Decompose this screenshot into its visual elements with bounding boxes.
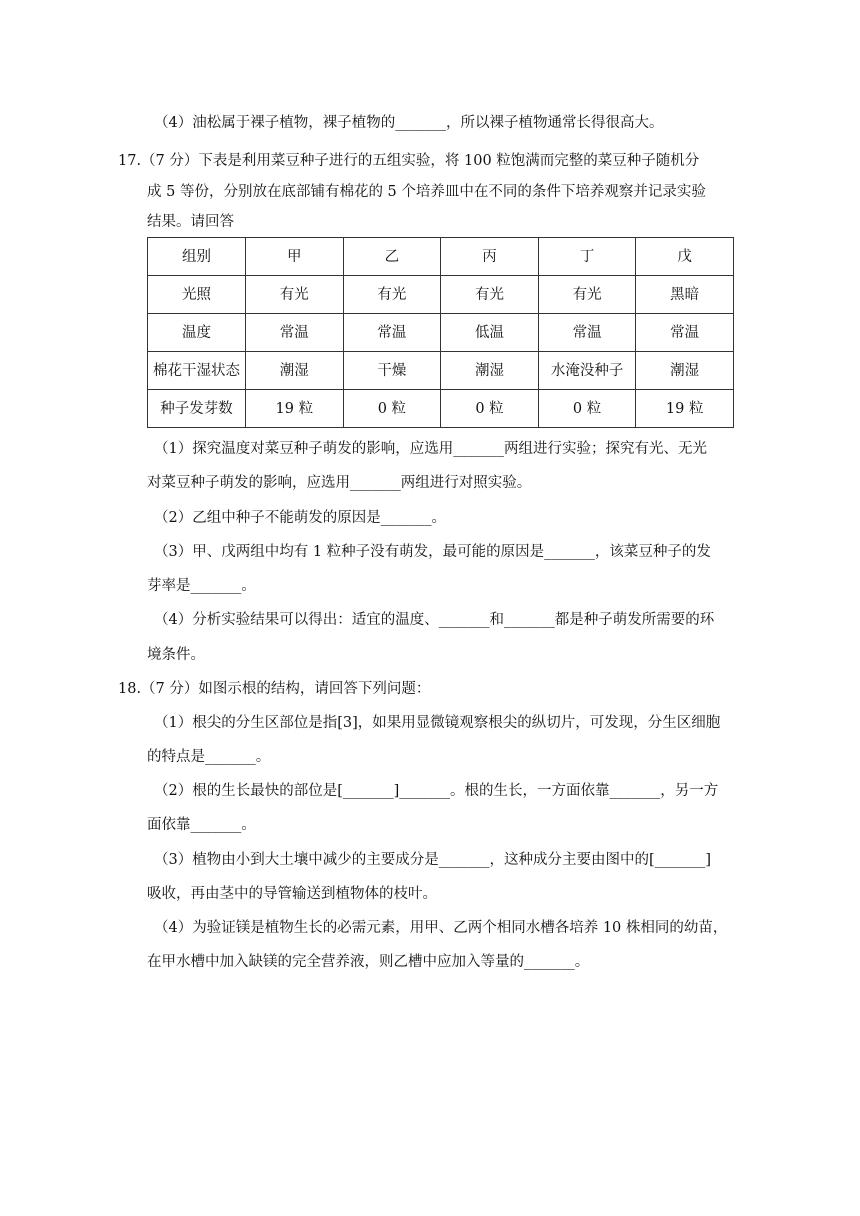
q18-sub-line: 在甲水槽中加入缺镁的完全营养液，则乙槽中应加入等量的_______。 [147,954,590,970]
q18-sub-line: （3）植物由小到大土壤中减少的主要成分是_______，这种成分主要由图中的[_______] [154,852,712,868]
q18-sub-line: （4）为验证镁是植物生长的必需元素，用甲、乙两个相同水槽各培养 10 株相同的幼苗， [154,920,728,936]
table-cell: 光照 [148,276,246,314]
table-row [148,352,734,390]
table-cell: 乙 [343,238,441,276]
table-cell: 种子发芽数 [148,390,246,428]
q17-intro-line-3: 结果。请回答 [147,214,234,230]
q18-intro: 18.（7 分）如图示根的结构，请回答下列问题： [118,681,431,697]
q17-sub-line: （3）甲、戊两组中均有 1 粒种子没有萌发，最可能的原因是_______，该菜豆种子的发 [154,544,711,560]
q18-sub-line: 的特点是_______。 [147,749,271,765]
table-cell: 棉花干湿状态 [148,352,246,390]
table-cell: 0 粒 [538,390,636,428]
q18-sub-line: （1）根尖的分生区部位是指[3]，如果用显微镜观察根尖的纵切片，可发现，分生区细胞 [154,715,721,731]
table-cell: 潮湿 [441,352,539,390]
q18-sub-line: （2）根的生长最快的部位是[_______]_______。根的生长，一方面依靠_______，另一方 [154,783,719,799]
table-cell: 有光 [538,276,636,314]
q17-sub-line: （4）分析实验结果可以得出：适宜的温度、_______和_______都是种子萌发所需要的环 [154,612,715,628]
table-cell: 有光 [246,276,344,314]
q18-sub-line: 面依靠_______。 [147,817,256,833]
q17-sub-line: 芽率是_______。 [147,578,256,594]
table-cell: 有光 [441,276,539,314]
table-cell: 甲 [246,238,344,276]
table-cell: 常温 [636,314,734,352]
table-cell: 有光 [343,276,441,314]
table-cell: 19 粒 [246,390,344,428]
table-cell: 常温 [343,314,441,352]
experiment-table [147,237,734,428]
table-cell: 常温 [246,314,344,352]
q17-sub-line: （1）探究温度对菜豆种子萌发的影响，应选用_______两组进行实验；探究有光、无光 [154,441,707,457]
table-cell: 潮湿 [636,352,734,390]
table-cell: 黑暗 [636,276,734,314]
table-cell: 常温 [538,314,636,352]
q17-sub-line: 境条件。 [147,647,205,663]
q17-intro-line-1: 17.（7 分）下表是利用菜豆种子进行的五组实验，将 100 粒饱满而完整的菜豆种子随机分 [118,153,700,169]
table-cell: 水淹没种子 [538,352,636,390]
table-cell: 组别 [148,238,246,276]
table-cell: 0 粒 [441,390,539,428]
table-row [148,314,734,352]
q17-sub-line: （2）乙组中种子不能萌发的原因是_______。 [154,510,446,526]
table-cell: 戊 [636,238,734,276]
table-cell: 丁 [538,238,636,276]
table-cell: 丙 [441,238,539,276]
table-row [148,276,734,314]
table-cell: 低温 [441,314,539,352]
table-cell: 19 粒 [636,390,734,428]
table-cell: 温度 [148,314,246,352]
q17-intro-line-2: 成 5 等份，分别放在底部铺有棉花的 5 个培养皿中在不同的条件下培养观察并记录实验 [147,184,706,200]
table-cell: 0 粒 [343,390,441,428]
q17-sub-line: 对菜豆种子萌发的影响，应选用_______两组进行对照实验。 [147,475,532,491]
table-cell: 潮湿 [246,352,344,390]
table-row [148,238,734,276]
q16-part4: （4）油松属于裸子植物，裸子植物的_______，所以裸子植物通常长得很高大。 [154,115,664,131]
table-row [148,390,734,428]
q18-sub-line: 吸收，再由茎中的导管输送到植物体的枝叶。 [147,886,437,902]
table-cell: 干燥 [343,352,441,390]
